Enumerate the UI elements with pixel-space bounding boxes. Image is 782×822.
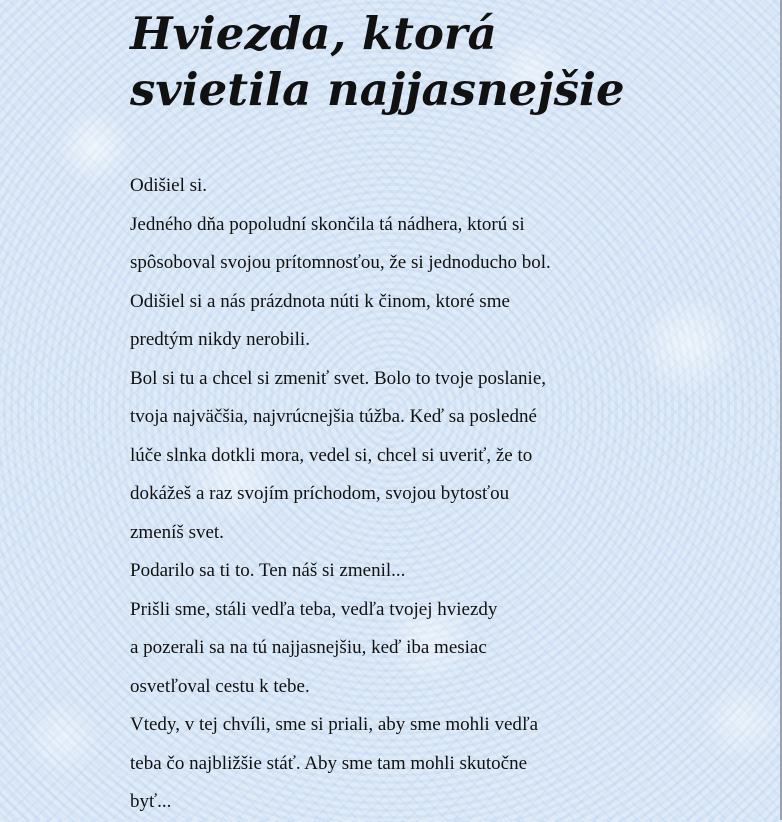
text-line: Podarilo sa ti to. Ten náš si zmenil... bbox=[130, 560, 406, 581]
document-page bbox=[130, 0, 730, 812]
text-line: Bol si tu a chcel si zmeniť svet. Bolo to tvoje poslanie, bbox=[130, 367, 547, 389]
poem-body bbox=[130, 167, 551, 822]
title-line: svietila najjasnejšie bbox=[130, 63, 625, 116]
text-line: Prišli sme, stáli vedľa teba, vedľa tvojej hviezdy bbox=[130, 598, 498, 620]
text-line: Jedného dňa popoludní skončila tá nádhera, ktorú si bbox=[130, 213, 525, 235]
text-line: Vtedy, v tej chvíli, sme si priali, aby sme mohli vedľa bbox=[130, 714, 539, 735]
text-line: zmeníš svet. bbox=[130, 521, 224, 543]
title-line: Hviezda, ktorá bbox=[130, 7, 497, 60]
text-line: a pozerali sa na tú najjasnejšiu, keď iba mesiac bbox=[130, 637, 487, 658]
text-line: predtým nikdy nerobili. bbox=[130, 329, 310, 350]
text-line: Odišiel si. bbox=[130, 175, 208, 196]
text-line: osvetľoval cestu k tebe. bbox=[130, 675, 310, 697]
text-line: lúče slnka dotkli mora, vedel si, chcel si uveriť, že to bbox=[130, 444, 533, 466]
text-line: teba čo najbližšie stáť. Aby sme tam mohli skutočne bbox=[130, 752, 528, 774]
page-title bbox=[130, 0, 730, 118]
text-line: dokážeš a raz svojím príchodom, svojou bytosťou bbox=[130, 483, 510, 504]
text-line: spôsoboval svojou prítomnosťou, že si jednoducho bol. bbox=[130, 252, 551, 273]
text-line: tvoja najväčšia, najvrúcnejšia túžba. Keď sa posledné bbox=[130, 406, 537, 427]
text-line: Odišiel si a nás prázdnota núti k činom, ktoré sme bbox=[130, 290, 510, 312]
text-line: byť... bbox=[130, 791, 172, 812]
